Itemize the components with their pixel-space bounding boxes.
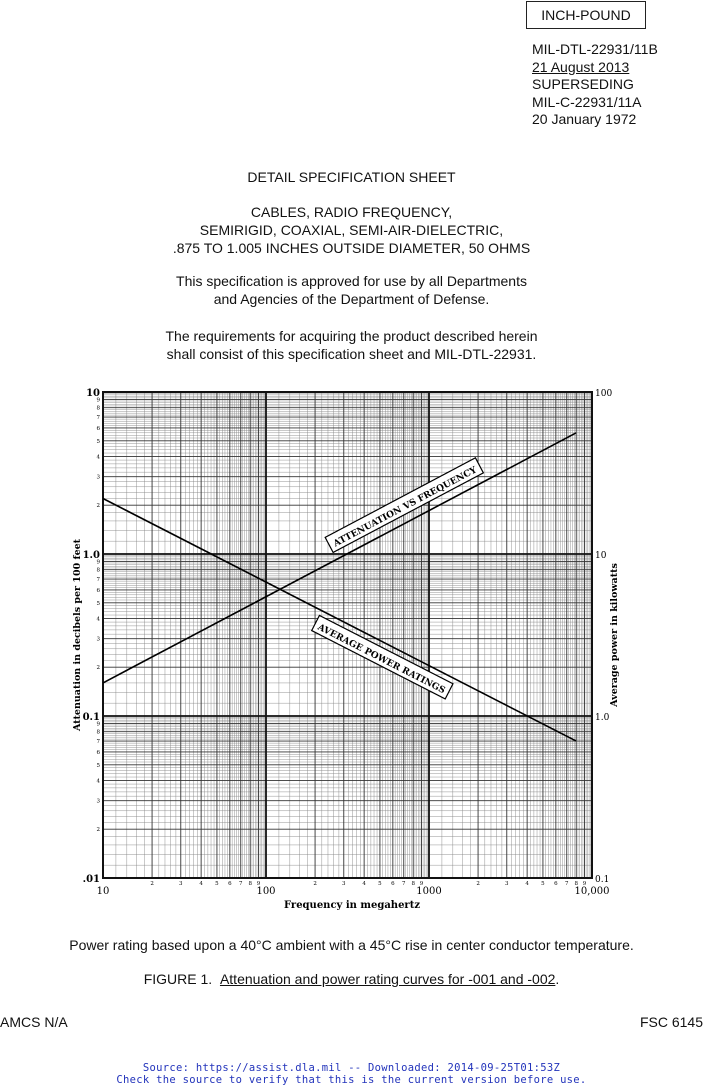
figure-caption-text: Attenuation and power rating curves for -001 and -002 <box>219 971 556 987</box>
y-minor-tick-label: 2 <box>96 665 100 672</box>
x-minor-tick-label: 5 <box>215 881 219 887</box>
cable-title-line1: CABLES, RADIO FREQUENCY, <box>250 204 453 220</box>
approval-line2: and Agencies of the Department of Defense. <box>213 291 490 307</box>
y-right-tick-label: 0.1 <box>595 875 610 885</box>
x-minor-tick-label: 5 <box>541 881 545 887</box>
x-tick-label: 1000 <box>416 886 442 897</box>
x-minor-tick-label: 2 <box>476 881 480 887</box>
y-left-tick-label: 10 <box>86 388 100 399</box>
figure-caption-end: . <box>555 971 560 987</box>
superseding-label: SUPERSEDING <box>532 76 634 92</box>
y-left-tick-label: 1.0 <box>82 550 100 561</box>
y-right-tick-label: 10 <box>595 551 607 561</box>
y-axis-left-label: Attenuation in decibels per 100 feet <box>72 538 83 732</box>
cable-title-line2: SEMIRIGID, COAXIAL, SEMI-AIR-DIELECTRIC, <box>199 222 504 238</box>
x-minor-tick-label: 4 <box>199 881 203 887</box>
x-minor-tick-label: 4 <box>525 881 529 887</box>
source-line2: Check the source to verify that this is the current version before use. <box>116 1074 587 1086</box>
power-series-label: AVERAGE POWER RATINGS <box>315 622 447 697</box>
x-tick-label: 10,000 <box>574 886 610 897</box>
requirements-line2: shall consist of this specification sheet and MIL-DTL-22931. <box>166 346 537 362</box>
sheet-title: DETAIL SPECIFICATION SHEET <box>247 169 456 185</box>
amsc-code: AMCS N/A <box>0 1014 68 1030</box>
source-line1: Source: https://assist.dla.mil -- Downloaded: 2014-09-25T01:53Z <box>142 1062 561 1074</box>
power-rating-note: Power rating based upon a 40°C ambient with a 45°C rise in center conductor temperature. <box>69 937 634 953</box>
attenuation-series-label: ATTENUATION VS FREQUENCY <box>332 465 479 550</box>
y-minor-tick-label: 8 <box>96 567 100 574</box>
x-axis-label: Frequency in megahertz <box>284 900 420 911</box>
y-minor-tick-label: 9 <box>96 559 100 566</box>
requirements-line1: The requirements for acquiring the product described herein <box>165 328 538 344</box>
power-label-group <box>312 615 453 698</box>
y-minor-tick-label: 9 <box>96 397 100 404</box>
approval-statement <box>0 272 703 308</box>
figure-label: FIGURE 1. <box>143 971 213 987</box>
x-tick-label: 10 <box>96 886 110 897</box>
y-minor-tick-label: 8 <box>96 729 100 736</box>
cable-title <box>0 203 703 257</box>
x-minor-tick-label: 2 <box>150 881 154 887</box>
x-minor-tick-label: 7 <box>239 881 243 887</box>
y-minor-tick-label: 5 <box>96 600 100 607</box>
x-minor-tick-label: 8 <box>411 881 415 887</box>
y-minor-tick-label: 4 <box>96 778 100 785</box>
x-minor-tick-label: 6 <box>391 881 395 887</box>
y-minor-tick-label: 5 <box>96 438 100 445</box>
x-minor-tick-label: 5 <box>378 881 382 887</box>
x-minor-tick-label: 7 <box>565 881 569 887</box>
requirements-statement <box>0 327 703 363</box>
y-minor-tick-label: 7 <box>96 577 100 584</box>
x-minor-tick-label: 6 <box>228 881 232 887</box>
y-minor-tick-label: 3 <box>96 798 100 805</box>
figure-caption <box>0 971 703 987</box>
y-right-tick-label: 100 <box>595 389 613 399</box>
y-minor-tick-label: 7 <box>96 739 100 746</box>
y-minor-tick-label: 8 <box>96 405 100 412</box>
x-minor-tick-label: 7 <box>402 881 406 887</box>
attenuation-power-chart <box>0 378 703 918</box>
cable-title-line3: .875 TO 1.005 INCHES OUTSIDE DIAMETER, 50 OHMS <box>172 240 531 256</box>
y-axis-right-label: Average power in kilowatts <box>609 563 620 707</box>
x-minor-tick-label: 8 <box>248 881 252 887</box>
x-minor-tick-label: 2 <box>313 881 317 887</box>
y-minor-tick-label: 3 <box>96 636 100 643</box>
y-minor-tick-label: 6 <box>96 749 100 756</box>
y-left-tick-label: 0.1 <box>82 712 100 723</box>
y-minor-tick-label: 6 <box>96 587 100 594</box>
y-minor-tick-label: 6 <box>96 425 100 432</box>
doc-date: 21 August 2013 <box>532 58 630 75</box>
y-minor-tick-label: 3 <box>96 474 100 481</box>
x-minor-tick-label: 3 <box>505 881 509 887</box>
x-minor-tick-label: 3 <box>342 881 346 887</box>
y-minor-tick-label: 7 <box>96 415 100 422</box>
chart-series <box>103 433 576 741</box>
x-minor-tick-label: 3 <box>179 881 183 887</box>
y-minor-tick-label: 5 <box>96 762 100 769</box>
doc-number: MIL-DTL-22931/11B <box>532 41 658 57</box>
y-minor-tick-label: 2 <box>96 827 100 834</box>
y-right-tick-label: 1.0 <box>595 713 610 723</box>
document-id-block <box>532 41 658 129</box>
x-minor-tick-label: 4 <box>362 881 366 887</box>
superseded-doc: MIL-C-22931/11A <box>532 93 642 110</box>
x-tick-label: 100 <box>256 886 276 897</box>
y-minor-tick-label: 9 <box>96 721 100 728</box>
y-minor-tick-label: 4 <box>96 454 100 461</box>
y-left-tick-label: .01 <box>82 874 100 885</box>
y-minor-tick-label: 4 <box>96 616 100 623</box>
x-minor-tick-label: 6 <box>554 881 558 887</box>
y-minor-tick-label: 2 <box>96 503 100 510</box>
x-minor-tick-label: 9 <box>419 881 424 887</box>
x-minor-tick-label: 9 <box>256 881 261 887</box>
superseded-date: 20 January 1972 <box>532 111 637 127</box>
x-minor-tick-label: 8 <box>574 881 578 887</box>
x-minor-tick-label: 9 <box>582 881 587 887</box>
inch-pound-box: INCH-POUND <box>526 1 646 29</box>
approval-line1: This specification is approved for use by all Departments <box>176 273 527 289</box>
fsc-code: FSC 6145 <box>639 1014 703 1030</box>
